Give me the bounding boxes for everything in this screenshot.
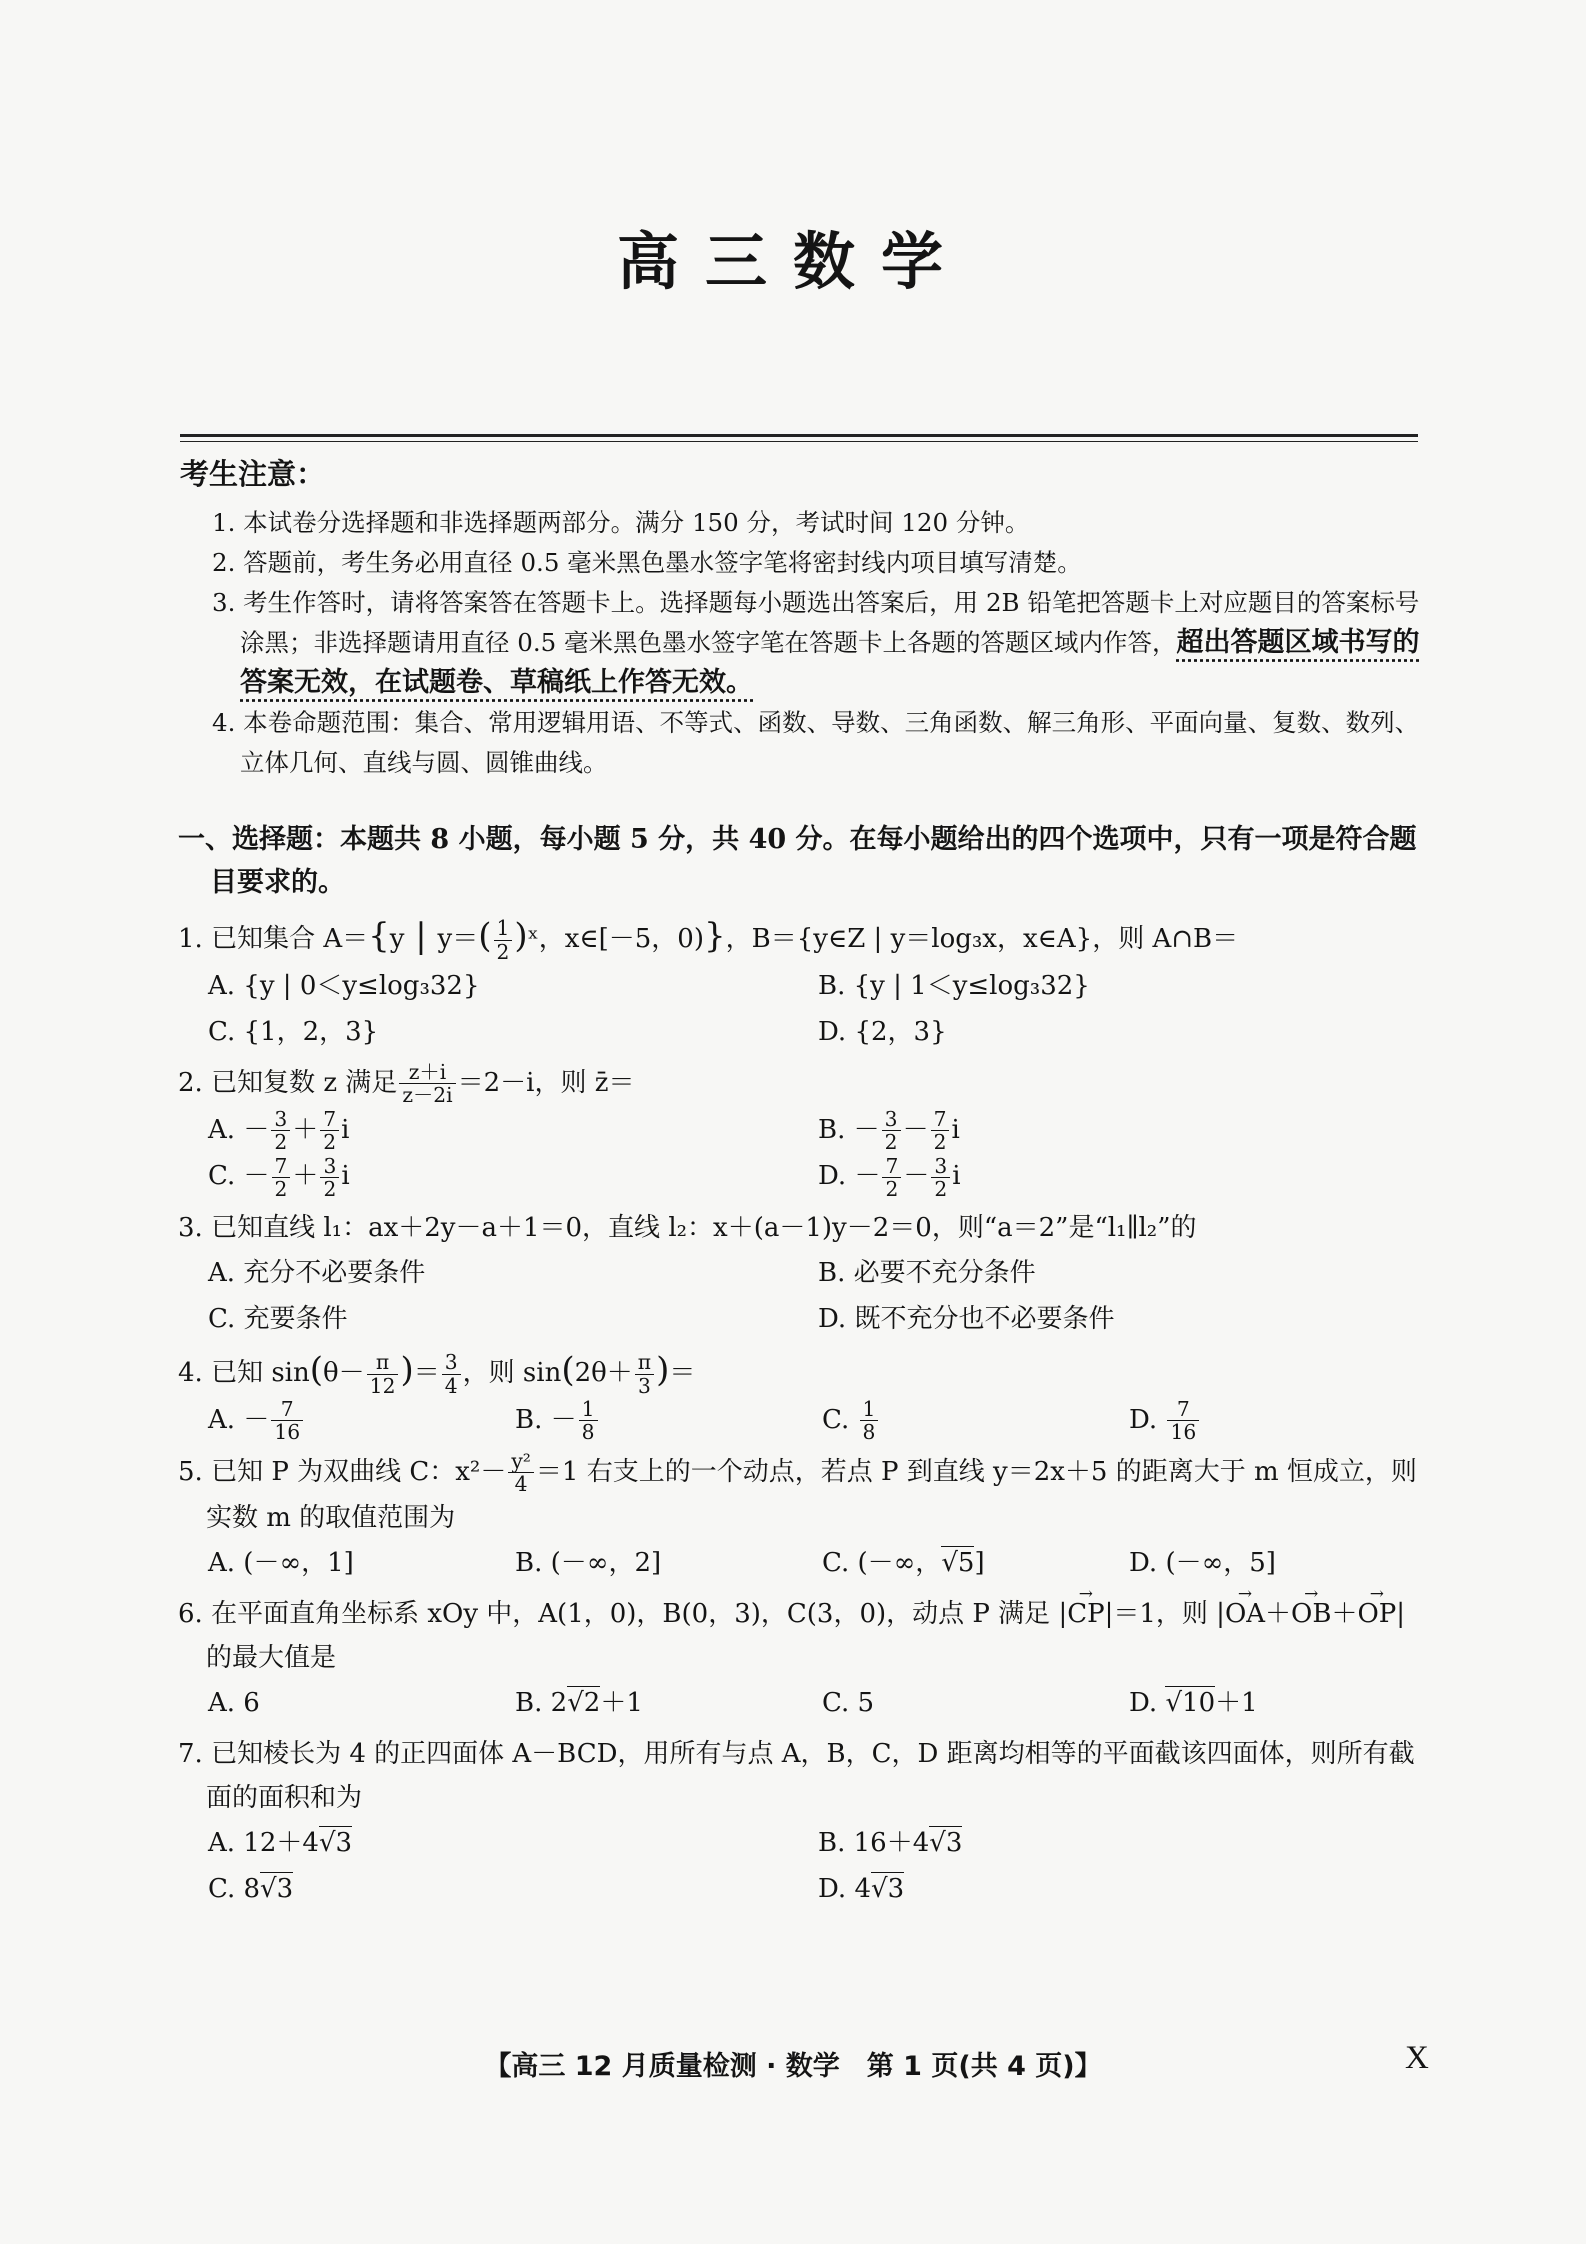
q2-option-b-letter: B. <box>818 1114 854 1145</box>
q1-text-b: y <box>389 924 405 954</box>
q4-frac-b-num: π <box>635 1351 654 1374</box>
q2-a-d2: 2 <box>323 1130 337 1155</box>
question-5 <box>178 1450 1428 1586</box>
q5-option-c-text: C. (－∞， <box>822 1547 942 1578</box>
question-1-stem: 1. 已知集合 A＝{y | y＝( $\frac{1}{2}$ )ˣ，x∈[－5，0)}，B＝{y∈Z | y＝log₃x，x∈A}，则 A∩B＝ <box>178 916 1239 964</box>
q2-option-b[interactable] <box>818 1107 1428 1154</box>
q2-d-d2: 2 <box>934 1176 948 1201</box>
question-3-options <box>178 1250 1428 1342</box>
q2-option-b-frac1 <box>882 1108 901 1154</box>
q2-option-c-unit: i <box>341 1161 350 1192</box>
q6-vector-ob: OB → <box>1291 1592 1331 1636</box>
q1-frac-half <box>494 917 513 963</box>
corner-mark: X <box>1405 2040 1429 2076</box>
q4-option-b-frac <box>579 1398 598 1444</box>
section-heading: 一、选择题：本题共 8 小题，每小题 5 分，共 40 分。在每小题给出的四个选项中，只有一项是符合题目要求的。 <box>178 824 1417 898</box>
notice-item-1: 1. 本试卷分选择题和非选择题两部分。满分 150 分，考试时间 120 分钟。 <box>212 508 1030 537</box>
q2-option-d-op: － <box>903 1161 930 1192</box>
q1-option-d[interactable]: D. {2，3} <box>818 1016 947 1047</box>
q2-a-n1: 3 <box>271 1108 290 1131</box>
q2-option-a-unit: i <box>341 1114 350 1145</box>
q2-b-n2: 7 <box>931 1108 950 1131</box>
q6-option-b-end: ＋1 <box>600 1687 643 1718</box>
q2-option-c-letter: C. <box>208 1161 244 1192</box>
q5-option-c-root: √ 5 <box>941 1546 974 1578</box>
q7-option-b-text: B. 16＋4 <box>818 1827 930 1858</box>
q5-option-b[interactable]: B. (－∞，2] <box>515 1547 662 1578</box>
q2-frac <box>399 1061 455 1107</box>
q6-option-d-root: √ 10 <box>1165 1686 1215 1718</box>
q6-vector-op: OP → <box>1357 1592 1396 1636</box>
q2-option-c-sign: － <box>243 1161 270 1192</box>
q4-option-d-frac <box>1167 1398 1199 1444</box>
notice-item-4: 4. 本卷命题范围：集合、常用逻辑用语、不等式、函数、导数、三角函数、解三角形、平面向量、复数、数列、立体几何、直线与圆、圆锥曲线。 <box>212 708 1420 777</box>
q2-option-a-sign: － <box>243 1114 270 1145</box>
q5-option-a[interactable]: A. (－∞，1] <box>208 1547 354 1578</box>
q4-a-num: 7 <box>271 1398 303 1421</box>
q6-option-d-text: D. <box>1129 1687 1166 1718</box>
q2-option-d-sign: － <box>854 1161 881 1192</box>
q4-option-d-letter: D. <box>1129 1404 1166 1435</box>
question-6 <box>178 1592 1428 1726</box>
q4-b-den: 8 <box>581 1420 595 1445</box>
q7-option-c-text: C. 8 <box>208 1873 261 1904</box>
q2-option-d-unit: i <box>952 1161 961 1192</box>
q4-c-den: 8 <box>862 1420 876 1445</box>
q4-text-d: ，则 sin <box>462 1358 562 1389</box>
q2-option-a[interactable] <box>208 1107 818 1154</box>
q4-b-num: 1 <box>579 1398 598 1421</box>
q7-option-b[interactable] <box>818 1820 1428 1866</box>
notice-item-3-text: 3. 考生作答时，请将答案答在答题卡上。选择题每小题选出答案后，用 2B 铅笔把答题卡上对应题目的答案标号涂黑；非选择题请用直径 0.5 毫米黑色墨水签字笔在答题卡上各题的答题区域内作答， <box>212 588 1420 657</box>
q7-option-d-root: √ 3 <box>871 1872 904 1904</box>
q6-option-c[interactable]: C. 5 <box>822 1687 875 1718</box>
q1-option-b[interactable]: B. {y | 1＜y≤log₃32} <box>818 970 1090 1001</box>
q4-text-a: 4. 已知 sin <box>178 1358 310 1389</box>
q2-c-n1: 7 <box>272 1155 291 1178</box>
question-6-stem <box>178 1592 1428 1680</box>
q3-option-b[interactable]: B. 必要不充分条件 <box>818 1258 1036 1289</box>
q4-frac-b <box>635 1351 654 1397</box>
q2-a-d1: 2 <box>274 1130 288 1155</box>
q4-option-b-letter: B. <box>515 1404 551 1435</box>
q2-option-c[interactable] <box>208 1153 818 1200</box>
q4-frac-a <box>367 1351 399 1397</box>
q6-text-b: |＝1，则 | <box>1104 1598 1225 1629</box>
question-3-stem: 3. 已知直线 l₁：ax＋2y－a＋1＝0，直线 l₂：x＋(a－1)y－2＝0，则“a＝2”是“l₁∥l₂”的 <box>178 1213 1197 1244</box>
notice-item-3-emphasis: 超出答题区域书写的答案无效，在试题卷、草稿纸上作答无效。 <box>240 627 1420 698</box>
q4-frac-v <box>442 1351 461 1397</box>
q2-option-b-sign: － <box>853 1114 880 1145</box>
q7-option-a[interactable] <box>208 1820 818 1866</box>
q2-option-a-frac2 <box>320 1108 339 1154</box>
notice-item-3 <box>180 583 1420 703</box>
question-content <box>178 818 1428 1918</box>
q6-text-c: | 的最大值是 <box>206 1598 1406 1673</box>
q4-option-a-sign: － <box>243 1404 270 1435</box>
q2-text-a: 2. 已知复数 z 满足 <box>178 1067 398 1098</box>
question-2 <box>178 1061 1428 1200</box>
q5-option-c-end: ] <box>974 1547 985 1578</box>
q6-text-a: 6. 在平面直角坐标系 xOy 中，A(1，0)，B(0，3)，C(3，0)，动点 P 满足 | <box>178 1598 1068 1629</box>
q2-b-d2: 2 <box>933 1130 947 1155</box>
header-rule-thick <box>180 434 1418 437</box>
question-5-stem <box>178 1450 1428 1540</box>
q2-option-c-frac1 <box>272 1155 291 1201</box>
q6-option-d-end: ＋1 <box>1215 1687 1258 1718</box>
q4-option-a[interactable] <box>208 1397 515 1444</box>
question-3 <box>178 1206 1428 1342</box>
q5-frac <box>508 1450 534 1496</box>
q1-text-e: ，B＝{y∈Z | y＝log₃x，x∈A}，则 A∩B＝ <box>725 924 1239 954</box>
q1-frac-den: 2 <box>496 939 510 964</box>
q2-frac-den: z－2i <box>402 1083 453 1108</box>
q1-text-c: y＝ <box>437 924 479 954</box>
q7-option-c-root: √ 3 <box>260 1872 293 1904</box>
q5-option-d[interactable]: D. (－∞，5] <box>1129 1547 1276 1578</box>
q4-option-a-letter: A. <box>208 1404 244 1435</box>
q6-vector-oa: OA → <box>1225 1592 1265 1636</box>
q4-text-e: 2θ＋ <box>574 1358 633 1389</box>
q3-option-a[interactable]: A. 充分不必要条件 <box>208 1258 426 1289</box>
q2-option-d-frac2 <box>931 1155 950 1201</box>
q6-option-b-text: B. 2 <box>515 1687 568 1718</box>
q6-option-b[interactable] <box>515 1680 822 1726</box>
q2-d-d1: 2 <box>885 1176 899 1201</box>
q2-option-a-letter: A. <box>208 1114 244 1145</box>
question-6-options <box>178 1680 1428 1726</box>
q4-option-c-letter: C. <box>822 1404 858 1435</box>
q4-d-num: 7 <box>1167 1398 1199 1421</box>
q2-option-b-frac2 <box>931 1108 950 1154</box>
q2-b-n1: 3 <box>882 1108 901 1131</box>
q2-option-a-op: ＋ <box>292 1114 319 1145</box>
q6-vector-cp: CP → <box>1067 1592 1104 1636</box>
q5-frac-den: 4 <box>514 1472 528 1497</box>
notice-box <box>180 452 1420 783</box>
q4-frac-b-den: 3 <box>638 1373 651 1398</box>
q4-c-num: 1 <box>860 1398 879 1421</box>
q5-frac-num: y² <box>508 1450 534 1473</box>
q2-d-n1: 7 <box>882 1155 901 1178</box>
q1-option-c[interactable]: C. {1，2，3} <box>208 1016 379 1047</box>
question-7-options <box>178 1820 1428 1912</box>
notice-item-2: 2. 答题前，考生务必用直径 0.5 毫米黑色墨水签字笔将密封线内项目填写清楚。 <box>212 548 1082 577</box>
q4-text-c: ＝ <box>413 1358 440 1389</box>
question-1-options <box>178 963 1428 1055</box>
q1-frac-num: 1 <box>494 917 513 940</box>
q4-frac-v-den: 4 <box>444 1373 458 1398</box>
q6-plus-1: ＋ <box>1265 1598 1292 1629</box>
q2-option-c-op: ＋ <box>292 1161 319 1192</box>
q2-option-b-unit: i <box>951 1114 960 1145</box>
exam-title: 高三数学 <box>616 225 969 298</box>
q4-option-c[interactable] <box>822 1397 1129 1444</box>
q7-option-d-text: D. 4 <box>818 1873 871 1904</box>
q5-text-b: ＝1 右支上的一个动点，若点 P 到直线 y＝2x＋5 的距离大于 m 恒成立，则实数 m 的取值范围为 <box>206 1456 1417 1533</box>
q4-frac-v-num: 3 <box>442 1351 461 1374</box>
q2-frac-num: z＋i <box>399 1061 455 1084</box>
q2-option-d[interactable] <box>818 1153 1428 1200</box>
q6-plus-2: ＋ <box>1331 1598 1358 1629</box>
q2-c-n2: 3 <box>320 1155 339 1178</box>
q6-option-d[interactable] <box>1129 1680 1436 1726</box>
q2-text-b: ＝2－i，则 z̄＝ <box>457 1067 635 1098</box>
question-2-stem <box>178 1061 1428 1107</box>
q6-option-a[interactable]: A. 6 <box>208 1687 260 1718</box>
q2-c-d2: 2 <box>323 1176 337 1201</box>
q4-option-d[interactable] <box>1129 1397 1436 1444</box>
q7-option-c[interactable] <box>208 1866 818 1912</box>
q7-option-d[interactable] <box>818 1866 1428 1912</box>
q2-option-d-letter: D. <box>818 1161 855 1192</box>
page-footer: 【高三 12 月质量检测 · 数学 第 1 页(共 4 页)】 <box>484 2051 1102 2082</box>
question-4-options <box>178 1397 1428 1444</box>
q4-frac-a-num: π <box>367 1351 399 1374</box>
q2-d-n2: 3 <box>931 1155 950 1178</box>
q6-option-b-root: √ 2 <box>567 1686 600 1718</box>
question-4 <box>178 1348 1428 1444</box>
q4-a-den: 16 <box>274 1420 301 1445</box>
q1-option-a[interactable]: A. {y | 0＜y≤log₃32} <box>208 970 480 1001</box>
question-7-stem: 7. 已知棱长为 4 的正四面体 A－BCD，用所有与点 A，B，C，D 距离均相等的平面截该四面体，则所有截面的面积和为 <box>178 1738 1415 1813</box>
notice-heading: 考生注意： <box>180 457 326 491</box>
q2-b-d1: 2 <box>884 1130 898 1155</box>
q2-a-n2: 7 <box>320 1108 339 1131</box>
q2-option-b-op: － <box>902 1114 929 1145</box>
q2-option-d-frac1 <box>882 1155 901 1201</box>
q4-option-c-frac <box>860 1398 879 1444</box>
q4-frac-a-den: 12 <box>369 1373 396 1398</box>
q3-option-d[interactable]: D. 既不充分也不必要条件 <box>818 1304 1115 1335</box>
q4-d-den: 16 <box>1170 1420 1197 1445</box>
q5-text-a: 5. 已知 P 为双曲线 C：x²－ <box>178 1456 507 1487</box>
q3-option-c[interactable]: C. 充要条件 <box>208 1304 348 1335</box>
q1-text-d: ˣ，x∈[－5，0) <box>527 924 704 954</box>
q7-option-a-text: A. 12＋4 <box>208 1827 319 1858</box>
q2-option-c-frac2 <box>320 1155 339 1201</box>
q4-option-a-frac <box>271 1398 303 1444</box>
q4-text-b: θ－ <box>323 1358 365 1389</box>
q2-c-d1: 2 <box>274 1176 288 1201</box>
question-2-options <box>178 1107 1428 1201</box>
question-4-stem: 4. 已知 sin(θ－ $\frac{\pi}{12}$ )＝ $\frac{3}{4}$ ，则 sin(2θ＋ $\frac{\pi}{3}$ )＝ <box>178 1350 696 1398</box>
q7-option-a-root: √ 3 <box>319 1826 352 1858</box>
question-1 <box>178 914 1428 1055</box>
q1-text-a: 1. 已知集合 A＝ <box>178 924 369 954</box>
question-7 <box>178 1732 1428 1912</box>
q2-option-a-frac1 <box>271 1108 290 1154</box>
q4-option-b-sign: － <box>550 1404 577 1435</box>
q7-option-b-root: √ 3 <box>929 1826 962 1858</box>
q4-text-f: ＝ <box>669 1358 696 1389</box>
header-rule-thin <box>180 441 1418 442</box>
q4-option-b[interactable] <box>515 1397 822 1444</box>
